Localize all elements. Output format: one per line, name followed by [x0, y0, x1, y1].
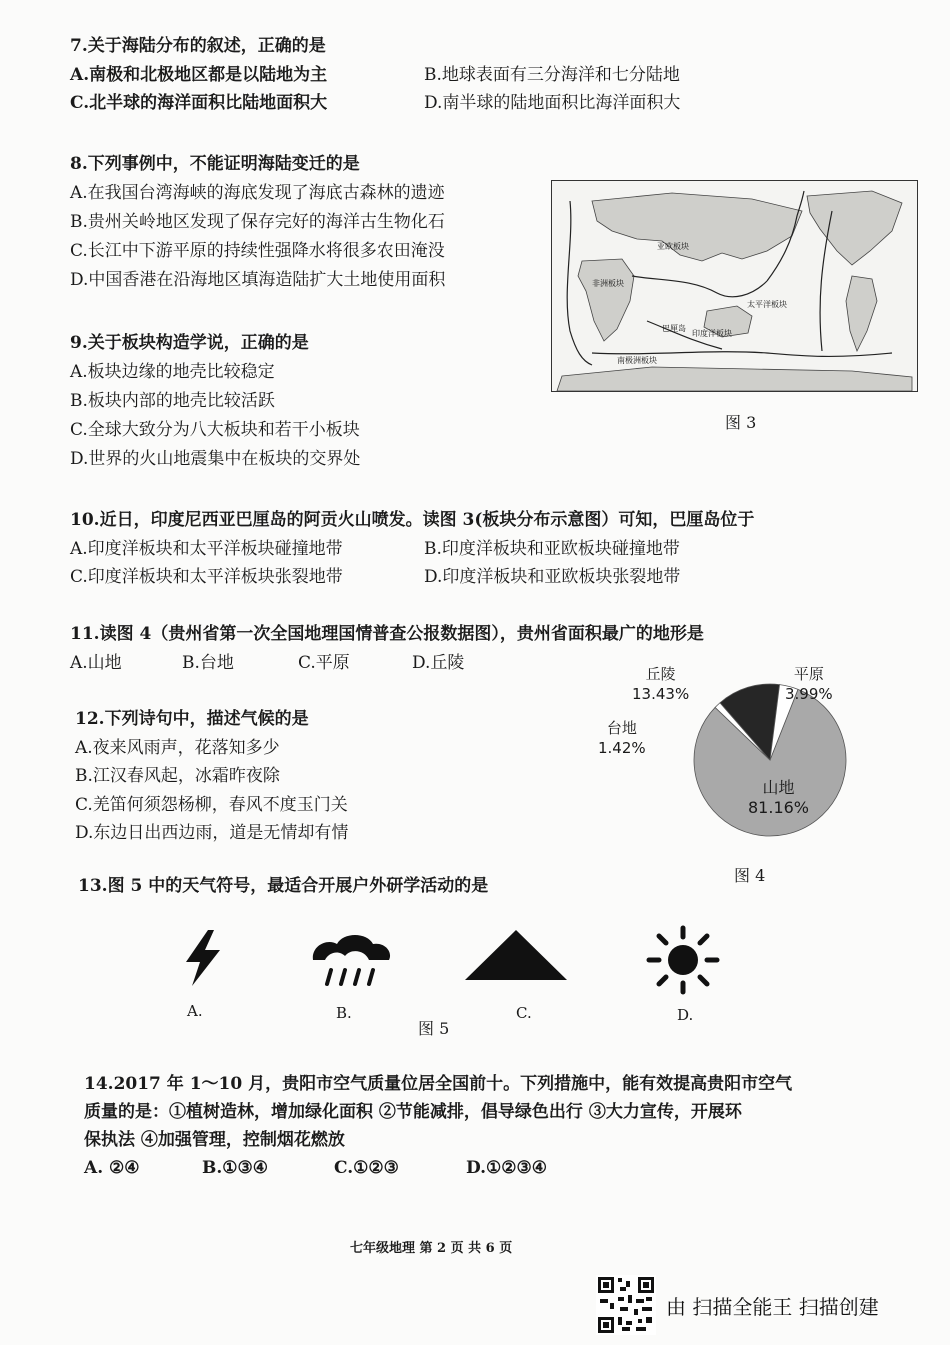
question-11-option-c: C.平原	[298, 652, 350, 673]
label-indian-plate: 印度洋板块	[692, 329, 732, 338]
pie-label-mountain-name: 山地	[762, 778, 795, 797]
question-13	[78, 872, 488, 901]
question-12-option-c: C.羌笛何须怨杨柳，春风不度玉门关	[75, 794, 348, 815]
symbol-label-c: C.	[516, 1004, 532, 1022]
label-african-plate: 非洲板块	[592, 279, 624, 288]
question-7-stem: 7.关于海陆分布的叙述，正确的是	[70, 36, 326, 56]
question-11	[70, 620, 704, 677]
question-14-option-b: B.①③④	[202, 1158, 269, 1178]
question-10-option-d: D.印度洋板块和亚欧板块张裂地带	[424, 567, 681, 587]
question-8	[70, 150, 445, 295]
question-9	[70, 329, 360, 474]
question-12-option-d: D.东边日出西边雨，道是无情却有情	[75, 823, 349, 843]
question-11-option-b: B.台地	[182, 652, 234, 673]
pie-label-hills-name: 丘陵	[645, 665, 676, 683]
label-eurasian-plate: 亚欧板块	[657, 242, 689, 251]
question-11-option-a: A.山地	[70, 652, 122, 673]
question-7-option-a: A.南极和北极地区都是以陆地为主	[70, 64, 328, 85]
question-14-line-1: 14.2017 年 1～10 月，贵阳市空气质量位居全国前十。下列措施中，能有效提高贵阳市空气	[84, 1074, 793, 1094]
continent-south-america	[846, 276, 877, 351]
symbol-label-d: D.	[677, 1006, 694, 1024]
question-8-stem: 8.下列事例中，不能证明海陆变迁的是	[70, 154, 360, 174]
question-14-line-3: 保执法 ④加强管理，控制烟花燃放	[84, 1130, 345, 1150]
question-8-option-b: B.贵州关岭地区发现了保存完好的海洋古生物化石	[70, 212, 445, 232]
label-antarctic-plate: 南极洲板块	[617, 356, 657, 365]
question-12	[75, 705, 348, 848]
pie-label-mountain-value: 81.16%	[748, 798, 810, 817]
question-14-option-c: C.①②③	[334, 1158, 399, 1178]
question-14	[84, 1070, 792, 1182]
pie-label-plain-name: 平原	[793, 665, 824, 683]
question-8-option-a: A.在我国台湾海峡的海底发现了海底古森林的遗迹	[70, 183, 445, 203]
sun-icon	[645, 924, 721, 996]
question-9-option-c: C.全球大致分为八大板块和若干小板块	[70, 420, 360, 440]
question-8-option-c: C.长江中下游平原的持续性强降水将很多农田淹没	[70, 241, 445, 261]
question-12-option-b: B.江汉春风起，冰霜昨夜除	[75, 766, 280, 786]
rain-cloud-icon	[305, 928, 395, 990]
question-7-option-b: B.地球表面有三分海洋和七分陆地	[424, 64, 680, 85]
pie-label-hills-value: 13.43%	[632, 685, 690, 703]
lightning-icon	[178, 928, 228, 988]
question-10-option-b: B.印度洋板块和亚欧板块碰撞地带	[424, 538, 680, 559]
question-9-stem: 9.关于板块构造学说，正确的是	[70, 333, 309, 353]
pie-label-tableland-name: 台地	[606, 719, 637, 737]
question-7	[70, 32, 764, 118]
question-14-line-2: 质量的是：①植树造林，增加绿化面积 ②节能减排，倡导绿色出行 ③大力宣传，开展环	[84, 1102, 742, 1122]
pie-label-mountain	[748, 778, 809, 818]
qr-code-icon	[596, 1275, 656, 1335]
pie-label-tableland-value: 1.42%	[598, 739, 646, 757]
continent-north-america	[807, 191, 902, 265]
question-9-option-d: D.世界的火山地震集中在板块的交界处	[70, 449, 361, 469]
question-7-option-c: C.北半球的海洋面积比陆地面积大	[70, 93, 328, 113]
question-9-option-b: B.板块内部的地壳比较活跃	[70, 391, 275, 411]
plate-map-figure	[551, 180, 918, 392]
scanner-text: 由 扫描全能王 扫描创建	[666, 1294, 879, 1319]
question-12-option-a: A.夜来风雨声，花落知多少	[75, 737, 280, 758]
continent-antarctica	[557, 367, 912, 391]
question-14-option-d: D.①②③④	[466, 1158, 548, 1178]
pie-label-plain-value: 3.99%	[785, 685, 833, 703]
question-10-option-c: C.印度洋板块和太平洋板块张裂地带	[70, 567, 343, 587]
question-10-stem: 10.近日，印度尼西亚巴厘岛的阿贡火山喷发。读图 3(板块分布示意图）可知，巴厘岛位于	[70, 510, 755, 530]
question-14-option-a: A. ②④	[84, 1158, 140, 1178]
pie-label-hills	[632, 664, 689, 704]
question-10-option-a: A.印度洋板块和太平洋板块碰撞地带	[70, 538, 343, 559]
continent-eurasia	[592, 193, 802, 261]
continent-africa	[578, 259, 634, 341]
question-12-stem: 12.下列诗句中，描述气候的是	[75, 709, 309, 729]
symbol-label-a: A.	[187, 1002, 203, 1020]
figure-3-caption: 图 3	[725, 413, 757, 432]
question-8-option-d: D.中国香港在沿海地区填海造陆扩大土地使用面积	[70, 270, 446, 290]
label-pacific-plate: 太平洋板块	[747, 300, 787, 309]
pie-label-plain	[785, 664, 833, 704]
question-13-stem: 13.图 5 中的天气符号，最适合开展户外研学活动的是	[78, 876, 489, 896]
question-7-option-d: D.南半球的陆地面积比海洋面积大	[424, 93, 681, 113]
pie-label-tableland	[598, 718, 646, 758]
question-10	[70, 506, 764, 592]
boundary-indian-eurasian	[632, 276, 767, 297]
page-footer: 七年级地理 第 2 页 共 6 页	[350, 1241, 513, 1256]
figure-5-caption: 图 5	[418, 1019, 450, 1038]
label-bali: 巴厘岛	[662, 324, 686, 333]
scanner-watermark	[596, 1275, 879, 1335]
triangle-icon	[463, 928, 569, 984]
question-11-option-d: D.丘陵	[412, 652, 465, 673]
question-11-stem: 11.读图 4（贵州省第一次全国地理国情普查公报数据图），贵州省面积最广的地形是	[70, 624, 704, 644]
symbol-label-b: B.	[336, 1004, 352, 1022]
plate-map-svg	[552, 181, 917, 391]
figure-4-caption: 图 4	[734, 866, 766, 885]
question-9-option-a: A.板块边缘的地壳比较稳定	[70, 362, 275, 382]
